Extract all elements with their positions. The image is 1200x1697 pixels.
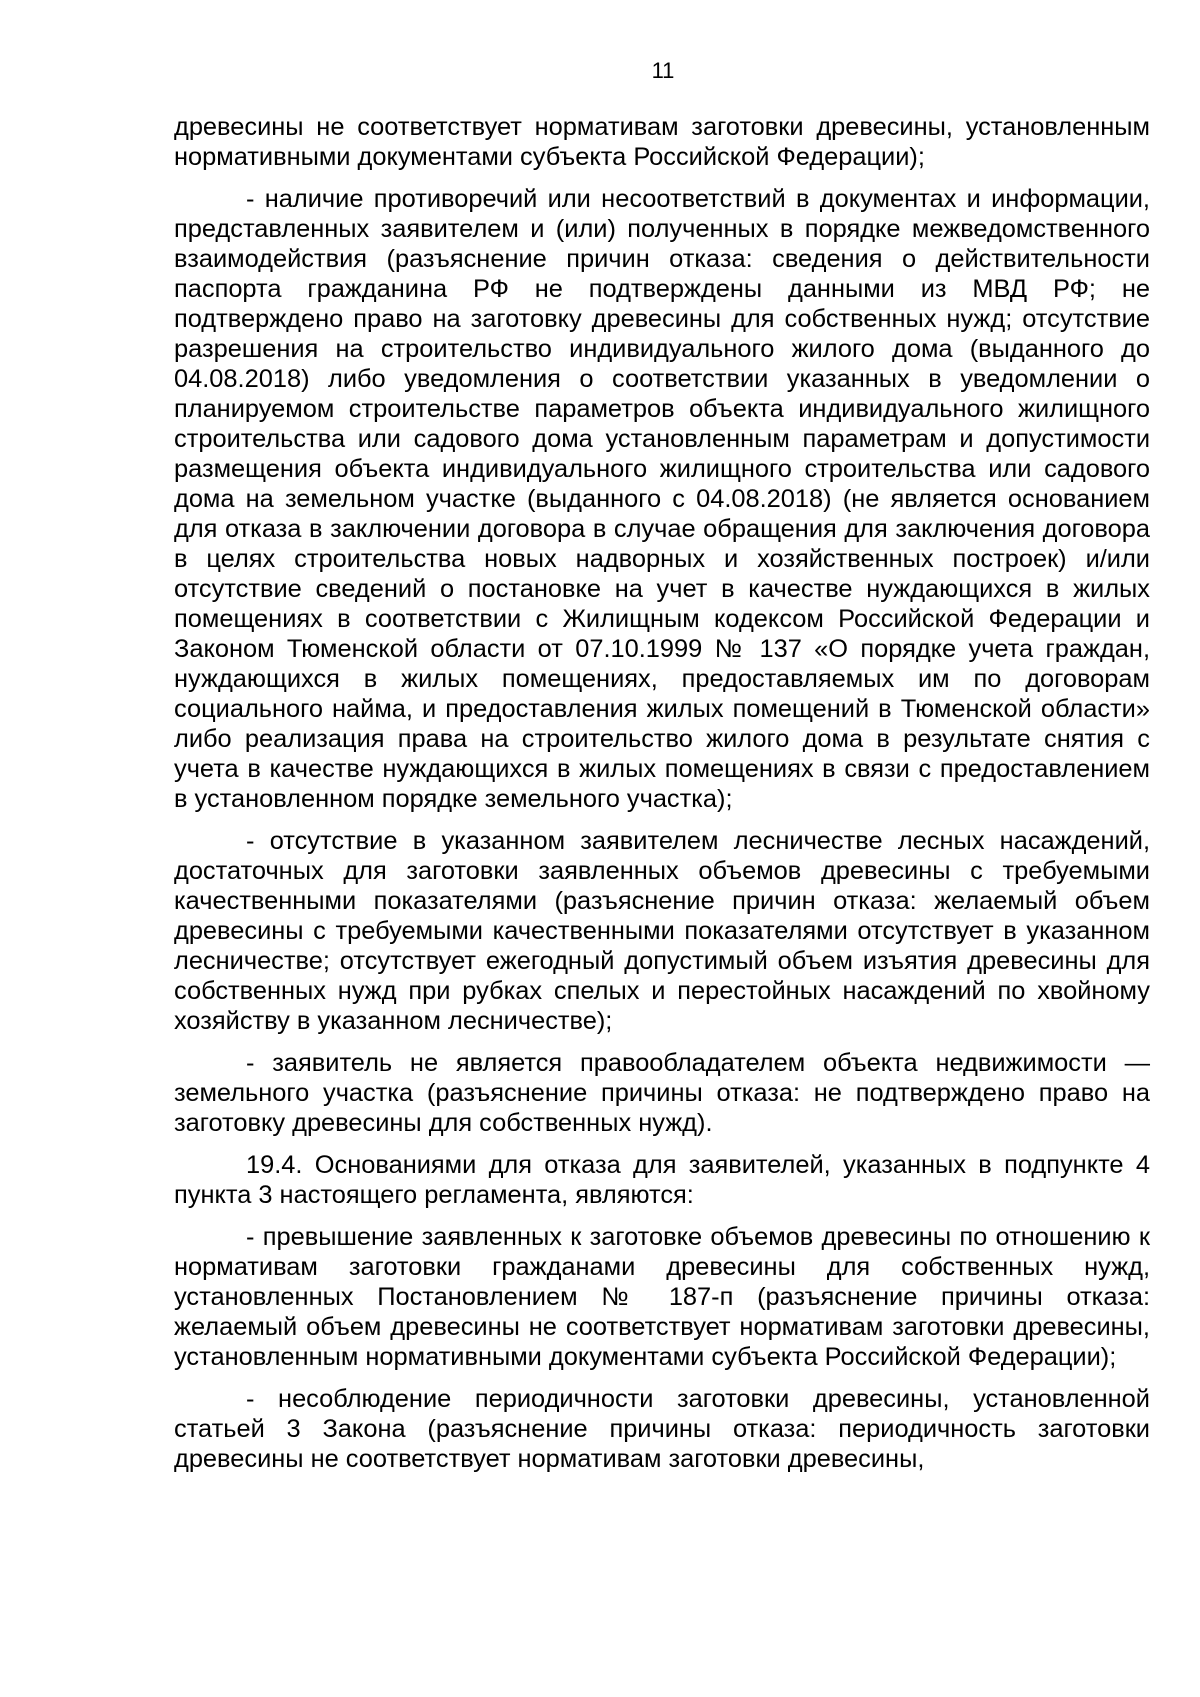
paragraph-2: - наличие противоречий или несоответствий в документах и информации, представленных заявителем и (или) полученных в порядке межведомственного взаимодействия (разъяснение причин отказа: сведения о действительности паспорта гражданина РФ не подтверждены данными из МВД РФ; не подтверждено право на заготовку древесины для собственных нужд; отсутствие разрешения на строительство индивидуального жилого дома (выданного до 04.08.2018) либо уведомления о соответствии указанных в уведомлении о планируемом строительстве параметров объекта индивидуального жилищного строительства или садового дома установленным параметрам и допустимости размещения объекта индивидуального жилищного строительства или садового дома на земельном участке (выданного с 04.08.2018) (не является основанием для отказа в заключении договора в случае обращения для заключения договора в целях строительства новых надворных и хозяйственных построек) и/или отсутствие сведений о постановке на учет в качестве нуждающихся в жилых помещениях в соответствии с Жилищным кодексом Российской Федерации и Законом Тюменской области от 07.10.1999 № 137 «О порядке учета граждан, нуждающихся в жилых помещениях, предоставляемых им по договорам социального найма, и предоставления жилых помещений в Тюменской области» либо реализация права на строительство жилого дома в результате снятия с учета в качестве нуждающихся в жилых помещениях в связи с предоставлением в установленном порядке земельного участка); <box>174 185 1150 813</box>
paragraph-1: древесины не соответствует нормативам заготовки древесины, установленным нормативными документами субъекта Российской Федерации); <box>174 113 1150 171</box>
page-number: 11 <box>651 58 675 83</box>
paragraph-6: - превышение заявленных к заготовке объемов древесины по отношению к нормативам заготовки гражданами древесины для собственных нужд, установленных Постановлением № 187-п (разъяснение причины отказа: желаемый объем древесины не соответствует нормативам заготовки древесины, установленным нормативными документами субъекта Российской Федерации); <box>174 1223 1150 1371</box>
paragraph-5: 19.4. Основаниями для отказа для заявителей, указанных в подпункте 4 пункта 3 настоящего регламента, являются: <box>174 1151 1150 1209</box>
paragraph-3: - отсутствие в указанном заявителем лесничестве лесных насаждений, достаточных для заготовки заявленных объемов древесины с требуемыми качественными показателями (разъяснение причин отказа: желаемый объем древесины с требуемыми качественными показателями отсутствует в указанном лесничестве; отсутствует ежегодный допустимый объем изъятия древесины для собственных нужд при рубках спелых и перестойных насаждений по хвойному хозяйству в указанном лесничестве); <box>174 827 1150 1035</box>
document-body <box>174 112 1150 1486</box>
paragraph-4: - заявитель не является правообладателем объекта недвижимости — земельного участка (разъяснение причины отказа: не подтверждено право на заготовку древесины для собственных нужд). <box>174 1049 1150 1137</box>
paragraph-7: - несоблюдение периодичности заготовки древесины, установленной статьей 3 Закона (разъяснение причины отказа: периодичность заготовки древесины не соответствует нормативам заготовки древесины, <box>174 1385 1150 1473</box>
